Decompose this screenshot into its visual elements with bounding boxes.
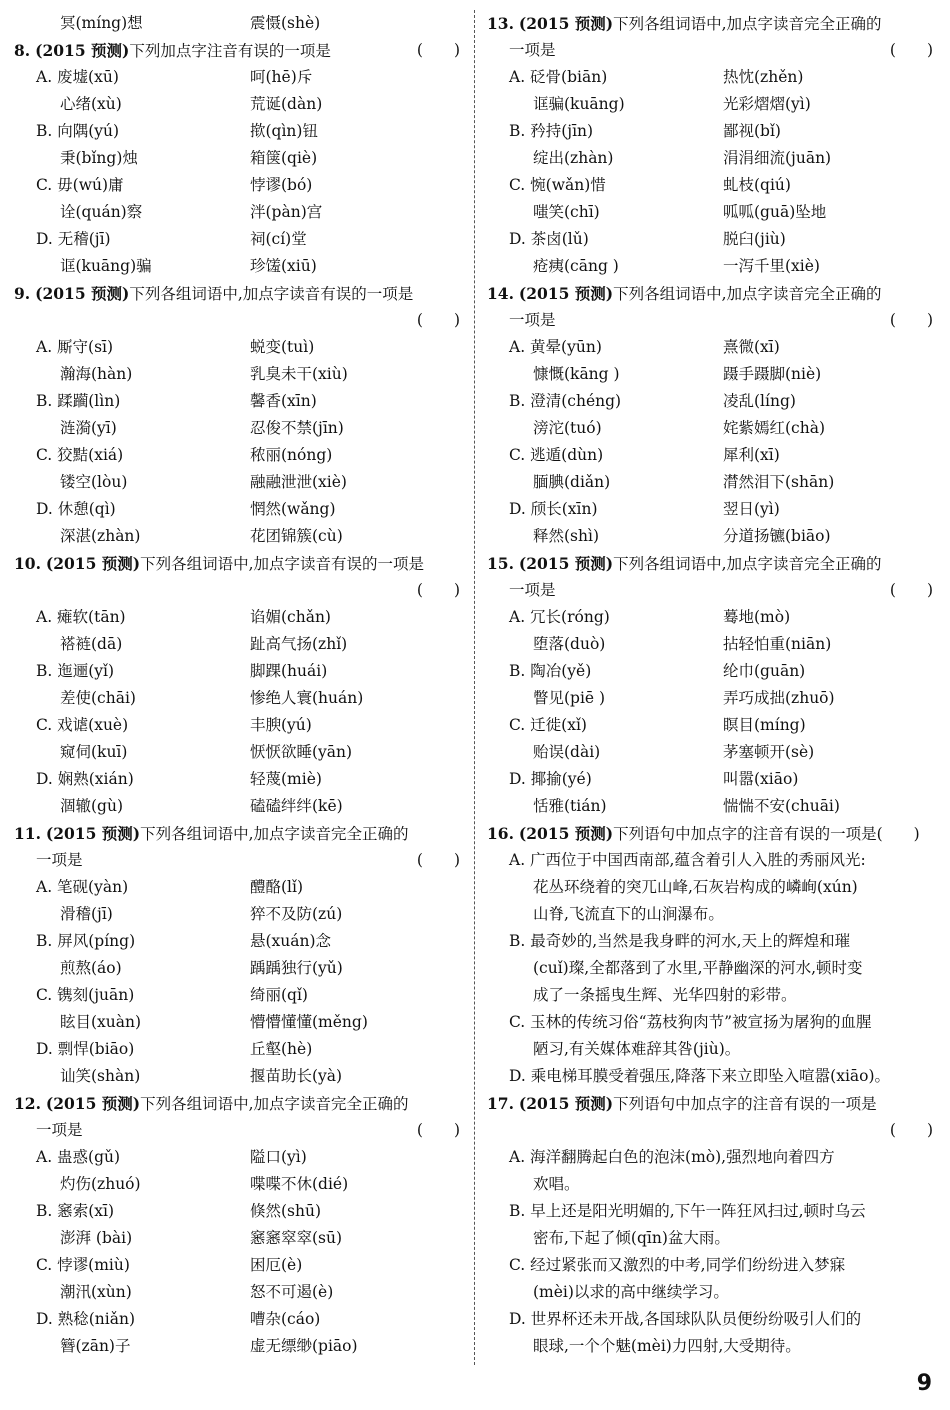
option-right: 融融泄泄(xiè) — [250, 473, 347, 491]
option-right: 叫嚣(xiāo) — [723, 770, 799, 788]
question-number: 8. — [14, 41, 31, 60]
option-right: 茅塞顿开(sè) — [723, 743, 815, 761]
option-left: 心绪(xù) — [60, 95, 122, 113]
option-left: 嗤笑(chī) — [533, 203, 600, 221]
question-tag: (2015 预测) — [518, 1094, 614, 1113]
question-number: 9. — [14, 284, 31, 303]
question-tag: (2015 预测) — [35, 41, 130, 60]
option-left: A. 废墟(xū) — [36, 68, 119, 86]
option-right: 泮(pàn)宫 — [250, 203, 323, 221]
option-right: 震慑(shè) — [250, 14, 321, 32]
option-left: 眩目(xuàn) — [60, 1013, 142, 1031]
option-right: 踽踽独行(yǔ) — [250, 959, 343, 977]
question-11-options — [14, 874, 460, 1090]
option-left: 深湛(zhàn) — [60, 527, 141, 545]
question-9-options — [14, 334, 460, 550]
option-line: (cuǐ)璨,全都落到了水里,平静幽深的河水,顿时变 — [533, 959, 863, 977]
option-right: 凌乱(líng) — [723, 392, 796, 410]
answer-paren: ( ) — [889, 581, 933, 599]
option-left: 滂沱(tuó) — [533, 419, 602, 437]
option-left: A. 冗长(róng) — [509, 608, 610, 626]
question-text-continued: 一项是 — [509, 311, 556, 329]
question-10-options — [14, 604, 460, 820]
option-left: 簪(zān)子 — [60, 1337, 131, 1355]
question-text: 下列各组词语中,加点字读音完全正确的 — [613, 285, 882, 303]
question-16-stem — [487, 820, 933, 847]
option-line: D. 世界杯还未开战,各国球队队员便纷纷吸引人们的 — [509, 1310, 862, 1328]
option-right: 脱臼(jiù) — [723, 230, 786, 248]
top-pair-row — [14, 10, 460, 37]
question-8-options — [14, 64, 460, 280]
option-right: 惨绝人寰(huán) — [250, 689, 364, 707]
answer-paren: ( ) — [416, 311, 460, 329]
question-text: 下列各组词语中,加点字读音完全正确的 — [140, 1095, 409, 1113]
option-left: B. 蹂躏(lìn) — [36, 392, 121, 410]
option-right: 拈轻怕重(niān) — [723, 635, 832, 653]
option-right: 花团锦簇(cù) — [250, 527, 343, 545]
option-left: C. 悖谬(miù) — [36, 1256, 130, 1274]
option-left: 涟漪(yī) — [60, 419, 117, 437]
option-left: D. 茶卤(lǔ) — [509, 230, 589, 248]
option-left: B. 矜持(jīn) — [509, 122, 594, 140]
option-left: C. 镌刻(juān) — [36, 986, 135, 1004]
option-left: B. 澄清(chéng) — [509, 392, 622, 410]
left-column — [14, 10, 460, 1360]
option-right: 恹恹欲睡(yān) — [250, 743, 353, 761]
option-right: 祠(cí)堂 — [250, 230, 307, 248]
option-right: 惘然(wǎng) — [250, 500, 336, 518]
option-right: 趾高气扬(zhǐ) — [250, 635, 348, 653]
option-left: D. 娴熟(xián) — [36, 770, 134, 788]
question-text: 下列语句中加点字的注音有误的一项是( ) — [613, 825, 920, 843]
option-left: 秉(bǐng)烛 — [60, 149, 138, 167]
option-right: 光彩熠熠(yì) — [723, 95, 811, 113]
option-left: C. 戏谑(xuè) — [36, 716, 129, 734]
question-text: 下列各组词语中,加点字读音完全正确的 — [613, 555, 882, 573]
question-number: 16. — [487, 824, 514, 843]
right-column — [487, 10, 933, 1360]
option-line: C. 经过紧张而又激烈的中考,同学们纷纷进入梦寐 — [509, 1256, 846, 1274]
option-left: 释然(shì) — [533, 527, 599, 545]
option-right: 纶巾(guān) — [723, 662, 806, 680]
question-number: 12. — [14, 1094, 41, 1113]
answer-paren: ( ) — [416, 851, 460, 869]
option-right: 隘口(yì) — [250, 1148, 307, 1166]
option-left: C. 狡黠(xiá) — [36, 446, 124, 464]
option-left: D. 剽悍(biāo) — [36, 1040, 135, 1058]
option-line: A. 海洋翻腾起白色的泡沫(mò),强烈地向着四方 — [509, 1148, 835, 1166]
option-right: 懵懵懂懂(měng) — [250, 1013, 368, 1031]
option-left: C. 逃遁(dùn) — [509, 446, 604, 464]
question-tag: (2015 预测) — [35, 284, 130, 303]
option-line: 欢唱。 — [533, 1175, 580, 1193]
option-right: 揠苗助长(yà) — [250, 1067, 343, 1085]
option-right: 翌日(yì) — [723, 500, 780, 518]
question-tag: (2015 预测) — [518, 554, 614, 573]
question-text: 下列加点字注音有误的一项是 — [129, 42, 331, 60]
question-number: 17. — [487, 1094, 514, 1113]
question-tag: (2015 预测) — [518, 14, 614, 33]
question-8-stem — [14, 37, 460, 64]
question-number: 15. — [487, 554, 514, 573]
question-17-options — [487, 1144, 933, 1360]
option-right: 鄙视(bǐ) — [723, 122, 781, 140]
question-14-options — [487, 334, 933, 550]
question-text: 下列各组词语中,加点字读音完全正确的 — [140, 825, 409, 843]
option-left: 差使(chāi) — [60, 689, 136, 707]
question-text: 下列各组词语中,加点字读音完全正确的 — [613, 15, 882, 33]
option-right: 喋喋不休(dié) — [250, 1175, 349, 1193]
option-left: A. 砭骨(biān) — [509, 68, 608, 86]
option-line: B. 最奇妙的,当然是我身畔的河水,天上的辉煌和璀 — [509, 932, 851, 950]
answer-paren: ( ) — [889, 1121, 933, 1139]
answer-paren: ( ) — [416, 581, 460, 599]
question-tag: (2015 预测) — [45, 1094, 141, 1113]
option-right: 涓涓细流(juān) — [723, 149, 832, 167]
option-line: 眼球,一个个魅(mèi)力四射,大受期待。 — [533, 1337, 801, 1355]
option-left: D. 休憩(qì) — [36, 500, 116, 518]
option-right: 丘壑(hè) — [250, 1040, 313, 1058]
option-right: 热忱(zhěn) — [723, 68, 804, 86]
option-right: 弄巧成拙(zhuō) — [723, 689, 835, 707]
page-number: 9 — [916, 1371, 932, 1396]
option-right: 珍馐(xiū) — [250, 257, 317, 275]
option-line: 花丛环绕着的突兀山峰,石灰岩构成的嶙峋(xún) — [533, 878, 858, 896]
option-right: 揿(qìn)钮 — [250, 122, 318, 140]
option-line: C. 玉林的传统习俗“荔枝狗肉节”被宣扬为屠狗的血腥 — [509, 1013, 872, 1031]
option-left: 恬雅(tián) — [533, 797, 607, 815]
option-right: 轻蔑(miè) — [250, 770, 322, 788]
option-left: B. 陶冶(yě) — [509, 662, 592, 680]
option-right: 一泻千里(xiè) — [723, 257, 820, 275]
option-line: D. 乘电梯耳膜受着强压,降落下来立即坠入喧嚣(xiāo)。 — [509, 1067, 891, 1085]
option-left: 潮汛(xùn) — [60, 1283, 132, 1301]
question-text-continued: 一项是 — [509, 581, 556, 599]
question-text-continued: 一项是 — [509, 41, 556, 59]
option-left: A. 笔砚(yàn) — [36, 878, 129, 896]
option-left: A. 瘫软(tān) — [36, 608, 126, 626]
option-left: 腼腆(diǎn) — [533, 473, 611, 491]
option-right: 蹑手蹑脚(niè) — [723, 365, 822, 383]
option-left: 涸辙(gù) — [60, 797, 123, 815]
option-left: 诓(kuāng)骗 — [60, 257, 152, 275]
option-left: 澎湃 (bài) — [60, 1229, 133, 1247]
question-text: 下列语句中加点字的注音有误的一项是 — [613, 1095, 877, 1113]
option-right: 乳臭未干(xiù) — [250, 365, 348, 383]
option-left: 瞥见(piē ) — [533, 689, 606, 707]
option-line: 陋习,有关媒体难辞其咎(jiù)。 — [533, 1040, 741, 1058]
question-text-continued: 一项是 — [36, 851, 83, 869]
option-left: C. 迁徙(xǐ) — [509, 716, 587, 734]
question-12-stem — [14, 1090, 460, 1117]
option-right: 困厄(è) — [250, 1256, 303, 1274]
option-line: A. 广西位于中国西南部,蕴含着引人入胜的秀丽风光: — [509, 851, 866, 869]
option-right: 悬(xuán)念 — [250, 932, 332, 950]
question-11-stem — [14, 820, 460, 847]
option-right: 嘈杂(cáo) — [250, 1310, 321, 1328]
question-10-stem — [14, 550, 460, 577]
option-line: 成了一条摇曳生辉、光华四射的彩带。 — [533, 986, 797, 1004]
option-left: 疮痍(cāng ) — [533, 257, 619, 275]
option-right: 丰腴(yú) — [250, 716, 312, 734]
question-tag: (2015 预测) — [45, 824, 141, 843]
option-left: 镂空(lòu) — [60, 473, 128, 491]
question-13-stem — [487, 10, 933, 37]
option-right: 呱呱(guā)坠地 — [723, 203, 827, 221]
option-left: A. 厮守(sī) — [36, 338, 114, 356]
answer-paren: ( ) — [889, 41, 933, 59]
option-left: A. 黄晕(yūn) — [509, 338, 602, 356]
option-right: 分道扬镳(biāo) — [723, 527, 831, 545]
option-right: 忍俊不禁(jīn) — [250, 419, 344, 437]
option-left: 煎熬(áo) — [60, 959, 122, 977]
question-9-stem — [14, 280, 460, 307]
answer-paren: ( ) — [416, 41, 460, 59]
option-right: 姹紫嫣红(chà) — [723, 419, 825, 437]
option-left: 绽出(zhàn) — [533, 149, 614, 167]
question-text: 下列各组词语中,加点字读音有误的一项是 — [140, 555, 425, 573]
option-left: D. 颀长(xīn) — [509, 500, 598, 518]
option-left: D. 揶揄(yé) — [509, 770, 592, 788]
option-left: B. 迤逦(yǐ) — [36, 662, 115, 680]
question-16-options — [487, 847, 933, 1090]
option-left: 诠(quán)察 — [60, 203, 143, 221]
option-right: 犀利(xī) — [723, 446, 780, 464]
option-line: (mèi)以求的高中继续学习。 — [533, 1283, 729, 1301]
option-line: B. 早上还是阳光明媚的,下午一阵狂风扫过,顿时乌云 — [509, 1202, 866, 1220]
option-left: 窥伺(kuī) — [60, 743, 128, 761]
option-left: A. 蛊惑(gǔ) — [36, 1148, 121, 1166]
option-left: 慷慨(kāng ) — [533, 365, 620, 383]
option-right: 脚踝(huái) — [250, 662, 328, 680]
option-right: 磕磕绊绊(kē) — [250, 797, 343, 815]
question-text-continued: 一项是 — [36, 1121, 83, 1139]
question-number: 11. — [14, 824, 41, 843]
option-right: 箱箧(qiè) — [250, 149, 318, 167]
answer-paren: ( ) — [889, 311, 933, 329]
option-left: B. 窸索(xī) — [36, 1202, 115, 1220]
option-left: 讪笑(shàn) — [60, 1067, 141, 1085]
option-left: 褡裢(dā) — [60, 635, 123, 653]
option-line: 密布,下起了倾(qīn)盆大雨。 — [533, 1229, 730, 1247]
option-right: 秾丽(nóng) — [250, 446, 333, 464]
option-left: 滑稽(jī) — [60, 905, 113, 923]
option-right: 馨香(xīn) — [250, 392, 317, 410]
answer-paren: ( ) — [416, 1121, 460, 1139]
option-left: 灼伤(zhuó) — [60, 1175, 141, 1193]
option-left: 贻误(dài) — [533, 743, 601, 761]
option-right: 蓦地(mò) — [723, 608, 791, 626]
option-left: 诓骗(kuāng) — [533, 95, 625, 113]
option-right: 怒不可遏(è) — [250, 1283, 334, 1301]
question-number: 10. — [14, 554, 41, 573]
column-divider — [474, 10, 475, 1365]
option-right: 猝不及防(zú) — [250, 905, 343, 923]
option-left: 冥(míng)想 — [60, 14, 143, 32]
option-line: 山脊,飞流直下的山涧瀑布。 — [533, 905, 724, 923]
option-right: 熹微(xī) — [723, 338, 780, 356]
option-left: B. 屏风(píng) — [36, 932, 136, 950]
question-15-stem — [487, 550, 933, 577]
question-tag: (2015 预测) — [518, 824, 614, 843]
option-right: 呵(hē)斥 — [250, 68, 313, 86]
question-15-options — [487, 604, 933, 820]
option-left: D. 无稽(jī) — [36, 230, 111, 248]
option-right: 悖谬(bó) — [250, 176, 313, 194]
question-number: 14. — [487, 284, 514, 303]
question-text: 下列各组词语中,加点字读音有误的一项是 — [129, 285, 414, 303]
question-14-stem — [487, 280, 933, 307]
question-tag: (2015 预测) — [518, 284, 614, 303]
option-left: C. 毋(wú)庸 — [36, 176, 124, 194]
question-13-options — [487, 64, 933, 280]
option-right: 窸窸窣窣(sū) — [250, 1229, 343, 1247]
question-12-options — [14, 1144, 460, 1360]
question-number: 13. — [487, 14, 514, 33]
option-left: 堕落(duò) — [533, 635, 606, 653]
option-right: 瞑目(míng) — [723, 716, 806, 734]
option-left: C. 惋(wǎn)惜 — [509, 176, 606, 194]
option-right: 谄媚(chǎn) — [250, 608, 331, 626]
question-17-stem — [487, 1090, 933, 1117]
option-right: 虬枝(qiú) — [723, 176, 791, 194]
option-left: 瀚海(hàn) — [60, 365, 133, 383]
option-right: 倏然(shū) — [250, 1202, 322, 1220]
option-left: B. 向隅(yú) — [36, 122, 120, 140]
question-tag: (2015 预测) — [45, 554, 141, 573]
option-right: 醴酪(lǐ) — [250, 878, 304, 896]
option-right: 绮丽(qǐ) — [250, 986, 308, 1004]
option-right: 荒诞(dàn) — [250, 95, 323, 113]
option-right: 蜕变(tuì) — [250, 338, 315, 356]
option-right: 惴惴不安(chuāi) — [723, 797, 840, 815]
option-left: D. 熟稔(niǎn) — [36, 1310, 135, 1328]
option-right: 虚无缥缈(piāo) — [250, 1337, 358, 1355]
option-right: 潸然泪下(shān) — [723, 473, 835, 491]
